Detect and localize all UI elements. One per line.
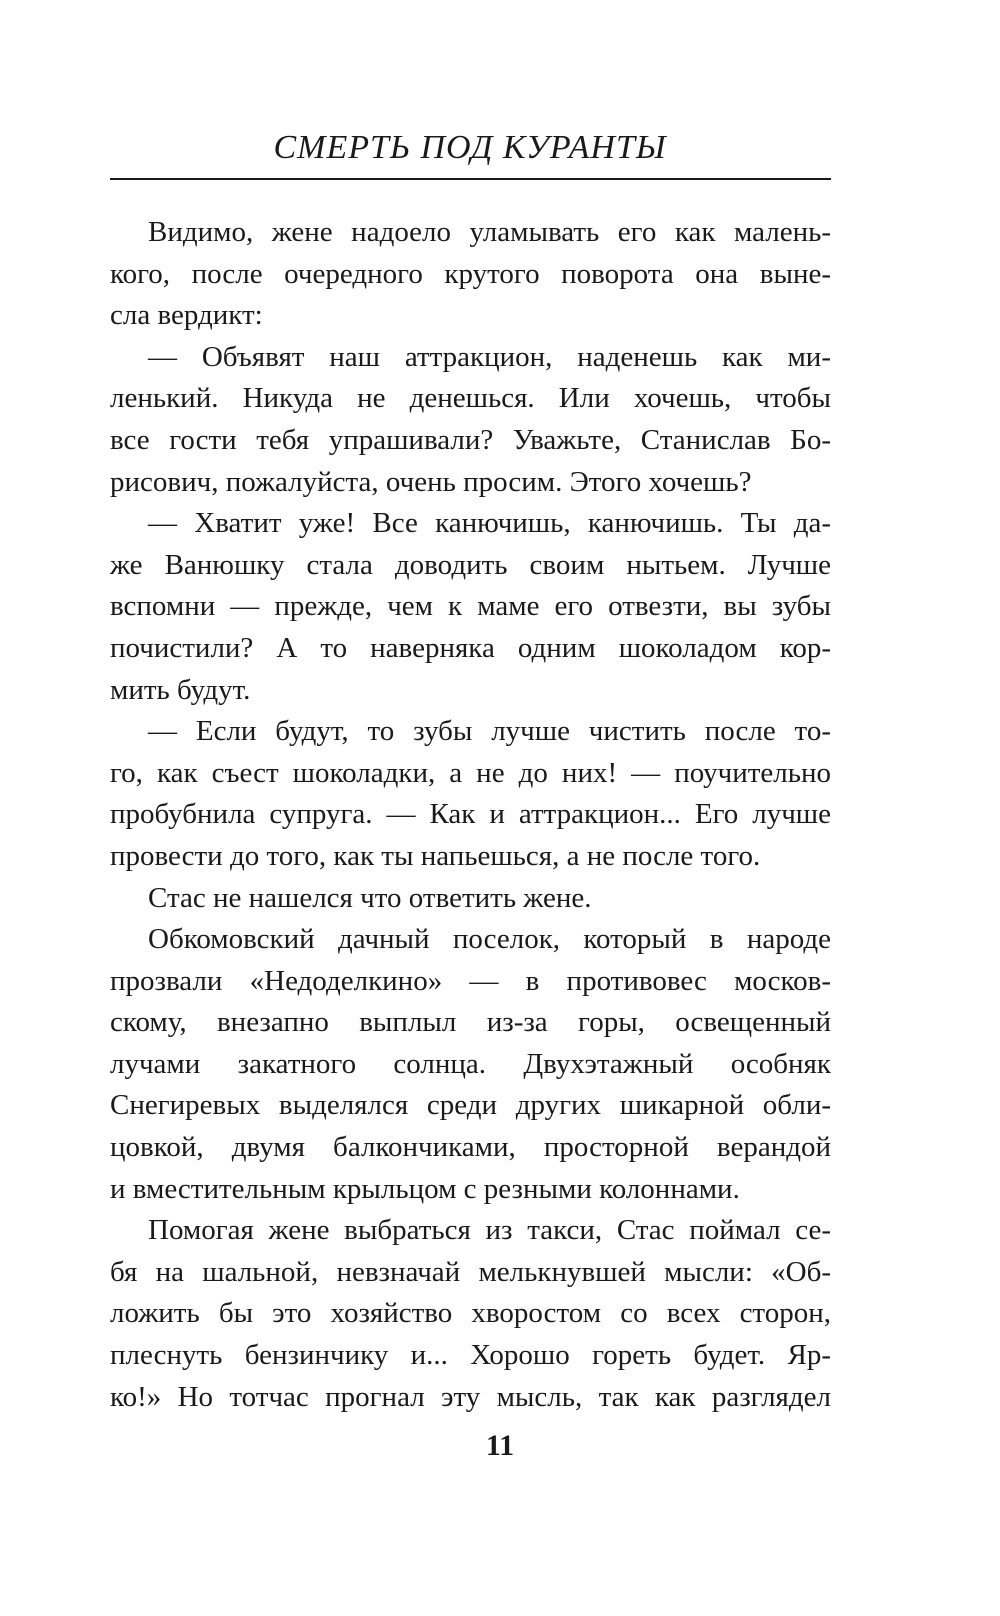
header-rule [110, 178, 831, 180]
text-line: пробубнила супруга. — Как и аттракцион... Его лучше [110, 798, 831, 831]
page-number: 11 [485, 1429, 515, 1462]
text-line: — Если будут, то зубы лучше чистить после то- [148, 715, 831, 748]
text-line: все гости тебя упрашивали? Уважьте, Станислав Бо- [110, 423, 831, 456]
body-text [110, 212, 831, 1418]
text-line: бя на шальной, невзначай мелькнувшей мысли: «Об- [110, 1255, 831, 1288]
text-line: — Объявят наш аттракцион, наденешь как ми- [148, 340, 831, 373]
text-line: провести до того, как ты напьешься, а не после того. [110, 839, 761, 872]
text-line: Снегиревых выделялся среди других шикарной обли- [110, 1089, 831, 1122]
text-line: Видимо, жене надоело уламывать его как малень- [148, 216, 831, 248]
text-line: почистили? А то наверняка одним шоколадом кор- [110, 631, 831, 664]
text-line: кого, после очередного крутого поворота она выне- [110, 257, 831, 290]
text-line: ко!» Но тотчас прогнал эту мысль, так как разглядел [110, 1380, 831, 1413]
text-line: скому, внезапно выплыл из-за горы, освещенный [110, 1006, 831, 1039]
text-line: же Ванюшку стала доводить своим нытьем. Лучше [110, 548, 831, 581]
text-line: плеснуть бензинчику и... Хорошо гореть будет. Яр- [110, 1339, 831, 1372]
text-line: ложить бы это хозяйство хворостом со всех сторон, [110, 1297, 831, 1330]
text-line: Помогая жене выбраться из такси, Стас поймал се- [148, 1214, 831, 1247]
text-line: и вместительным крыльцом с резными колоннами. [110, 1172, 740, 1205]
text-line: рисович, пожалуйста, очень просим. Этого хочешь? [110, 465, 752, 498]
text-line: вспомни — прежде, чем к маме его отвезти, вы зубы [110, 590, 831, 623]
text-line: мить будут. [110, 673, 251, 706]
text-line: — Хватит уже! Все канючишь, канючишь. Ты да- [148, 507, 831, 540]
running-head-title: СМЕРТЬ ПОД КУРАНТЫ [273, 129, 667, 166]
text-line: го, как съест шоколадки, а не до них! — поучительно [110, 756, 831, 789]
text-line: сла вердикт: [110, 299, 263, 332]
text-line: цовкой, двумя балкончиками, просторной верандой [110, 1131, 831, 1164]
text-line: Обкомовский дачный поселок, который в народе [148, 923, 831, 956]
text-line: прозвали «Недоделкино» — в противовес москов- [110, 964, 831, 997]
text-line: ленький. Никуда не денешься. Или хочешь, чтобы [110, 382, 831, 415]
text-line: Стас не нашелся что ответить жене. [148, 881, 592, 914]
text-line: лучами закатного солнца. Двухэтажный особняк [110, 1047, 831, 1080]
